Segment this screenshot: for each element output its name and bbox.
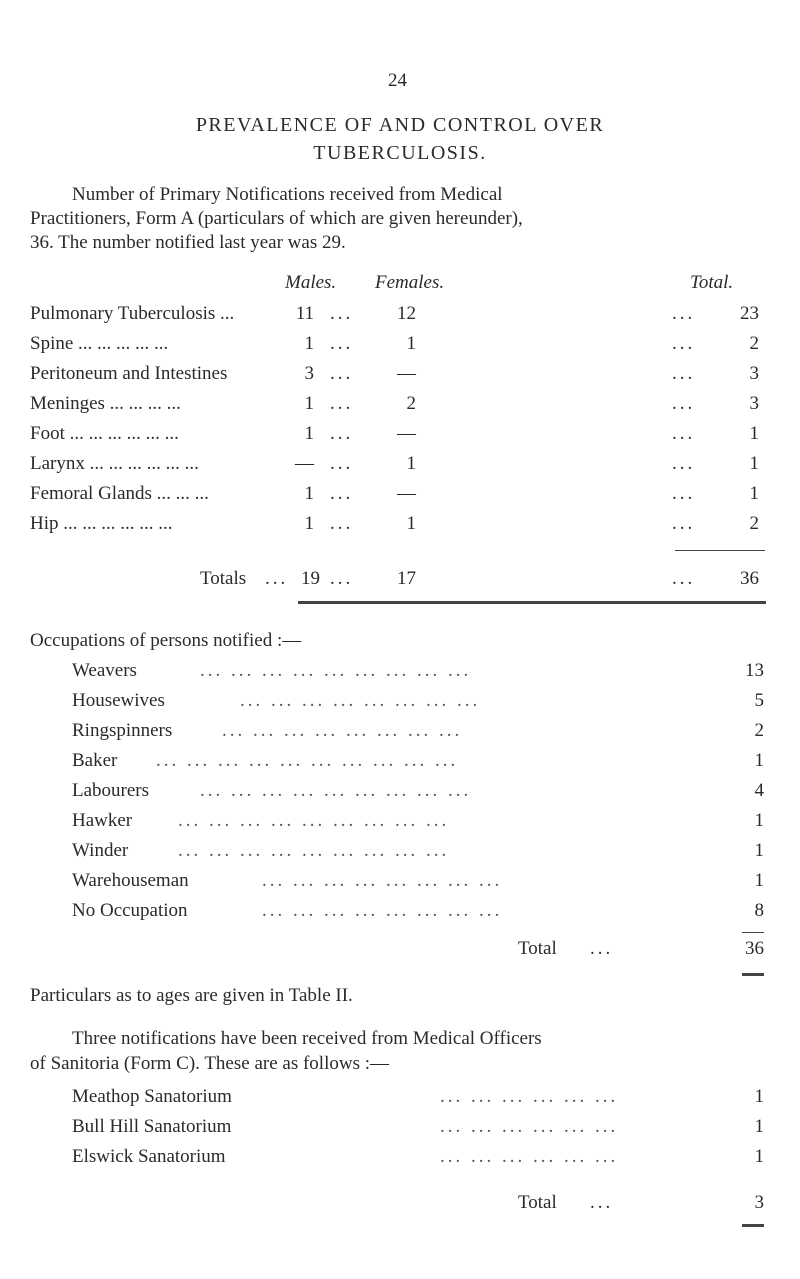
leader-dots: ... ... ... ... ... ... [440,1146,619,1167]
occupations-heading: Occupations of persons notified :— [30,630,302,651]
occupation-value: 1 [754,840,764,861]
row-females: 1 [406,513,416,534]
sanatorium-value: 1 [754,1146,764,1167]
row-females: — [397,363,416,384]
ages-note: Particulars as to ages are given in Table II. [30,985,353,1006]
occupation-value: 13 [745,660,764,681]
occupation-value: 4 [754,780,764,801]
sanatorium-value: 1 [754,1116,764,1137]
occupation-value: 1 [754,870,764,891]
sanitoria-total-label: Total [518,1192,557,1213]
leader-dots: ... [330,303,354,324]
leader-dots: ... [672,568,696,589]
row-label: Femoral Glands ... ... ... [30,483,209,504]
header-females: Females. [375,272,445,293]
row-total: 1 [749,483,759,504]
leader-dots: ... ... ... ... ... ... ... ... ... [178,840,450,861]
occupation-label: Labourers [72,780,150,801]
occupation-value: 5 [754,690,764,711]
page-subtitle: TUBERCULOSIS. [313,142,487,164]
occupation-label: Warehouseman [72,870,189,891]
row-total: 2 [749,333,759,354]
row-females: 1 [406,333,416,354]
occupation-label: Ringspinners [72,720,173,741]
leader-dots: ... ... ... ... ... ... [440,1116,619,1137]
row-total: 2 [749,513,759,534]
occupation-label: Weavers [72,660,137,681]
row-males: 1 [304,513,314,534]
occupation-label: Housewives [72,690,165,711]
occupation-label: No Occupation [72,900,188,921]
leader-dots: ... ... ... ... ... ... ... ... ... ... [156,750,459,771]
leader-dots: ... [672,453,696,474]
leader-dots: ... ... ... ... ... ... [440,1086,619,1107]
row-males: 1 [304,333,314,354]
row-label: Meninges ... ... ... ... [30,393,181,414]
intro-line-1: Number of Primary Notifications received from Medical [72,184,503,205]
row-label: Larynx ... ... ... ... ... ... [30,453,199,474]
leader-dots: ... [672,363,696,384]
occupations-total-underline [742,973,764,976]
leader-dots: ... ... ... ... ... ... ... ... [240,690,481,711]
occupation-value: 1 [754,750,764,771]
row-females: — [397,423,416,444]
totals-label: Totals [200,568,247,589]
row-females: — [397,483,416,504]
occupation-label: Baker [72,750,118,771]
total-rule [675,550,765,551]
leader-dots: ... [672,393,696,414]
leader-dots: ... ... ... ... ... ... ... ... ... [200,780,472,801]
leader-dots: ... ... ... ... ... ... ... ... ... [178,810,450,831]
leader-dots: ... [330,568,354,589]
row-total: 3 [749,393,759,414]
sanitoria-total-value: 3 [754,1192,764,1213]
occupation-value: 1 [754,810,764,831]
row-males: 1 [304,483,314,504]
leader-dots: ... [672,333,696,354]
leader-dots: ... [330,483,354,504]
leader-dots: ... [672,423,696,444]
leader-dots: ... ... ... ... ... ... ... ... ... [200,660,472,681]
row-total: 3 [749,363,759,384]
sanitoria-line-2: of Sanitoria (Form C). These are as follows :— [30,1053,389,1074]
row-males: — [295,453,314,474]
totals-females: 17 [397,568,416,589]
leader-dots: ... [330,513,354,534]
occupations-rule [742,932,764,933]
row-females: 1 [406,453,416,474]
sanatorium-label: Meathop Sanatorium [72,1086,232,1107]
row-label: Peritoneum and Intestines [30,363,228,384]
intro-line-2: Practitioners, Form A (particulars of which are given hereunder), [30,208,523,229]
leader-dots: ... [330,423,354,444]
occupations-total-value: 36 [745,938,764,959]
leader-dots: ... [672,513,696,534]
leader-dots: ... [330,393,354,414]
intro-line-3: 36. The number notified last year was 29. [30,232,346,253]
leader-dots: ... ... ... ... ... ... ... ... [262,870,503,891]
leader-dots: ... ... ... ... ... ... ... ... [262,900,503,921]
row-males: 11 [295,303,314,324]
row-label: Spine ... ... ... ... ... [30,333,169,354]
leader-dots: ... [672,303,696,324]
row-males: 3 [304,363,314,384]
header-total: Total. [690,272,734,293]
row-total: 1 [749,423,759,444]
row-females: 12 [397,303,416,324]
row-label: Pulmonary Tuberculosis ... [30,303,235,324]
leader-dots: ... [265,568,289,589]
leader-dots: ... [330,333,354,354]
leader-dots: ... [330,453,354,474]
row-label: Foot ... ... ... ... ... ... [30,423,179,444]
leader-dots: ... [672,483,696,504]
row-females: 2 [406,393,416,414]
leader-dots: ... ... ... ... ... ... ... ... [222,720,463,741]
totals-total: 36 [740,568,759,589]
occupations-total-label: Total [518,938,557,959]
leader-dots: ... [590,938,614,959]
occupation-value: 2 [754,720,764,741]
row-males: 1 [304,423,314,444]
row-total: 23 [740,303,759,324]
totals-underline [298,601,766,604]
sanatorium-label: Bull Hill Sanatorium [72,1116,232,1137]
occupation-label: Hawker [72,810,133,831]
header-males: Males. [285,272,337,293]
row-label: Hip ... ... ... ... ... ... [30,513,173,534]
leader-dots: ... [590,1192,614,1213]
page-title: PREVALENCE OF AND CONTROL OVER [195,114,605,136]
sanatorium-value: 1 [754,1086,764,1107]
page-number: 24 [388,70,407,91]
totals-males: 19 [301,568,320,589]
sanitoria-total-underline [742,1224,764,1227]
occupation-value: 8 [754,900,764,921]
sanatorium-label: Elswick Sanatorium [72,1146,226,1167]
occupation-label: Winder [72,840,129,861]
sanitoria-line-1: Three notifications have been received from Medical Officers [72,1028,542,1049]
row-total: 1 [749,453,759,474]
leader-dots: ... [330,363,354,384]
row-males: 1 [304,393,314,414]
